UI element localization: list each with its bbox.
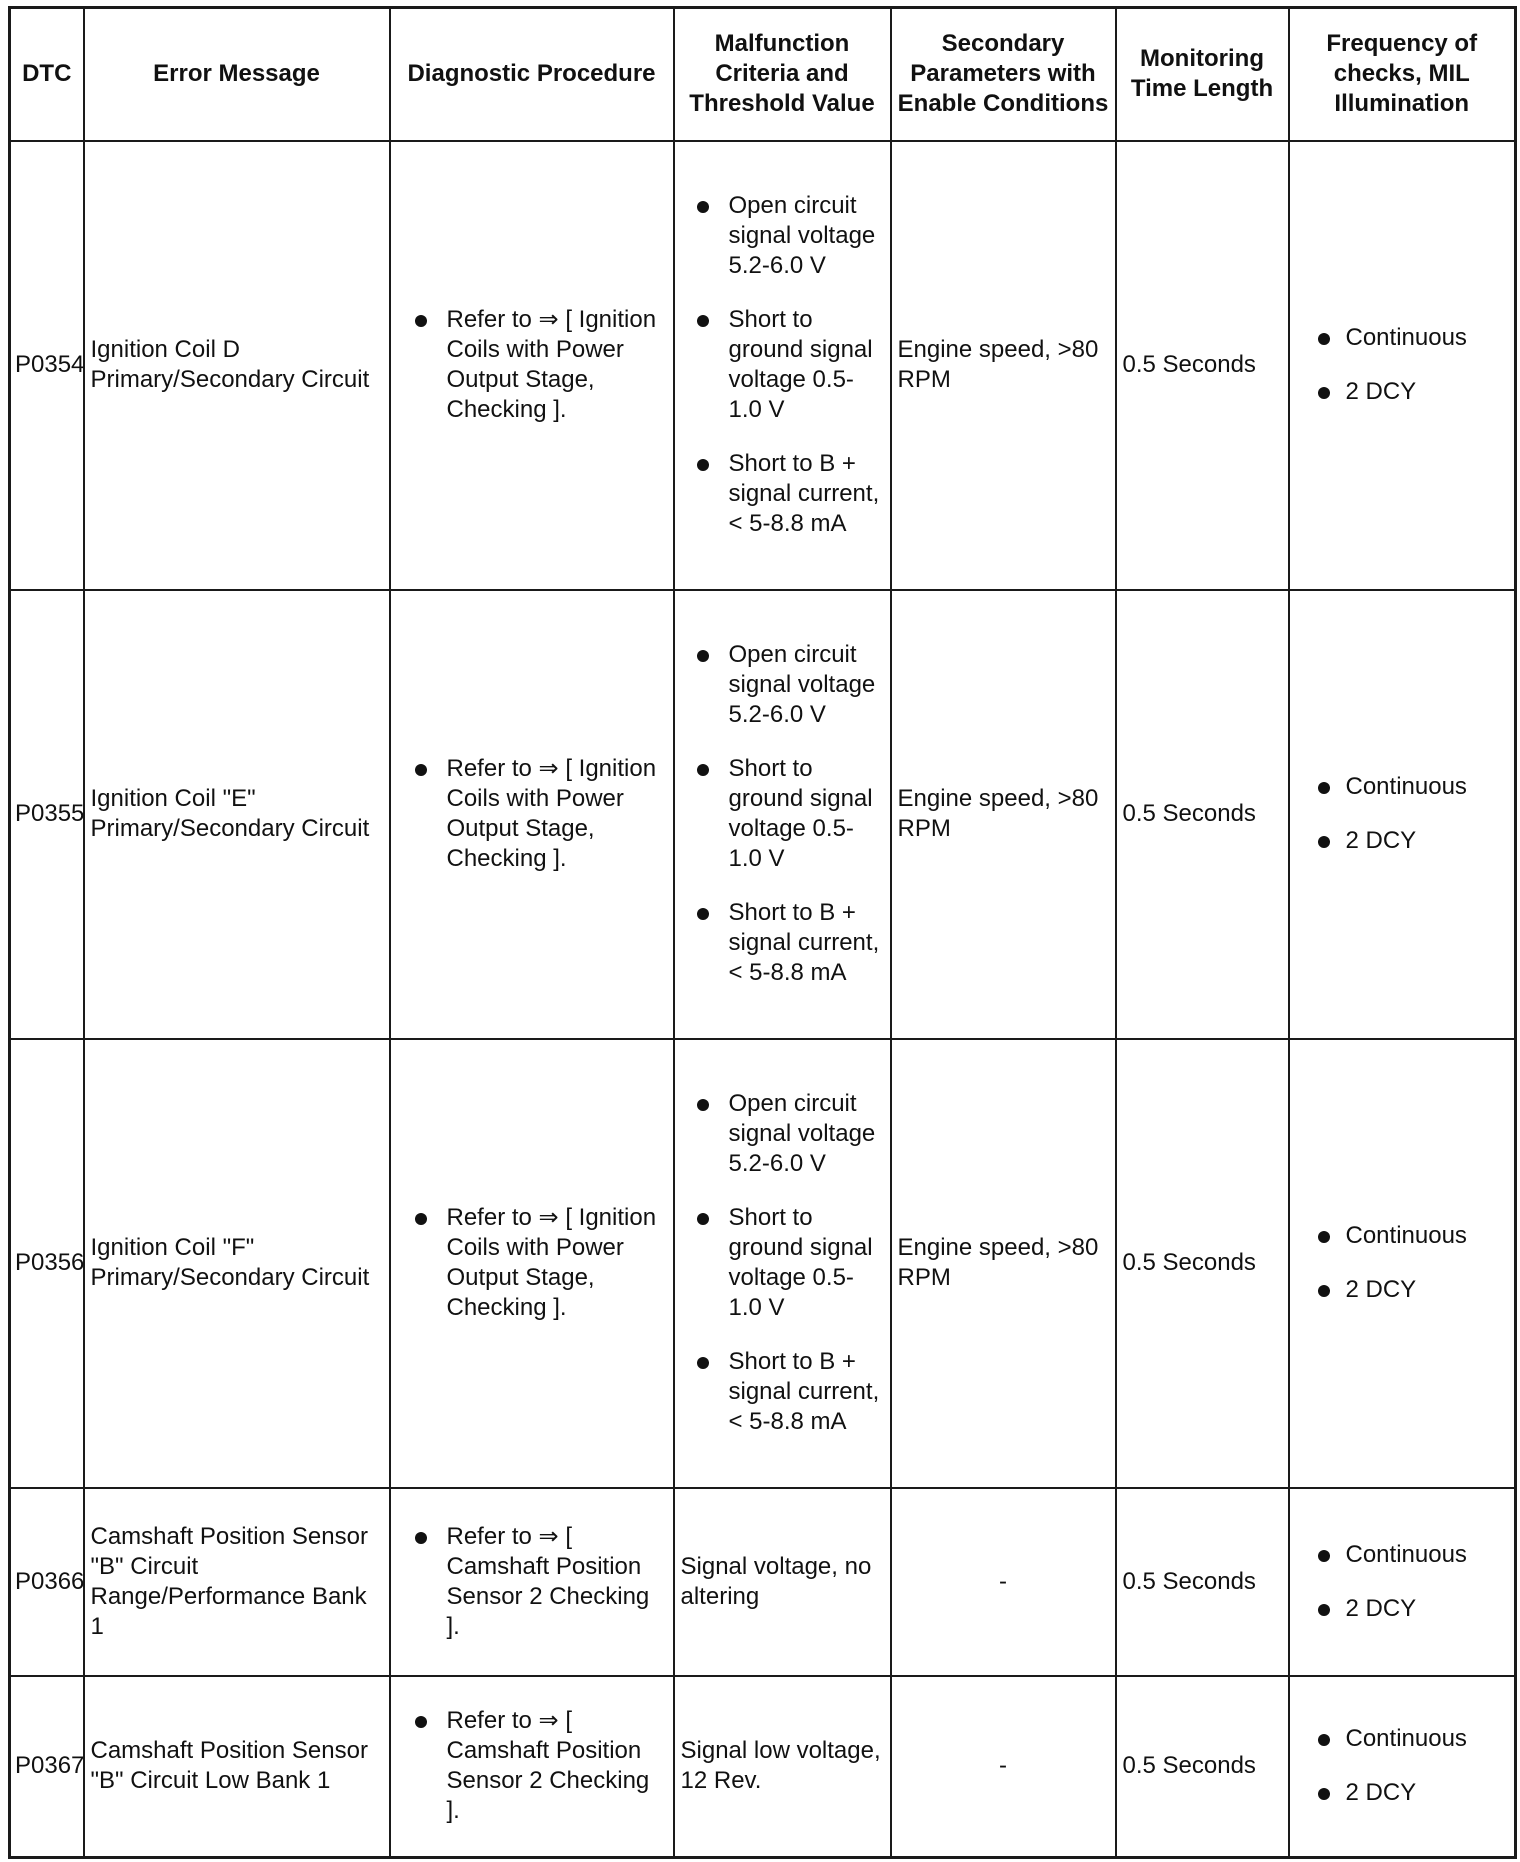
header-frequency: Frequency of checks, MIL Illumination — [1289, 8, 1516, 141]
frequency — [1289, 1039, 1516, 1488]
secondary-parameters: Engine speed, >80 RPM — [891, 141, 1116, 590]
diagnostic-procedure — [390, 1039, 674, 1488]
procedure-item: Refer to ⇒ [ Ignition Coils with Power Output Stage, Checking ]. — [409, 1203, 667, 1323]
procedure-item: Refer to ⇒ [ Camshaft Position Sensor 2 Checking ]. — [409, 1706, 667, 1826]
criteria-item: Short to B + signal current, < 5-8.8 mA — [691, 898, 886, 988]
header-secondary-parameters: Secondary Parameters with Enable Conditions — [891, 8, 1116, 141]
procedure-item: Refer to ⇒ [ Camshaft Position Sensor 2 Checking ]. — [409, 1522, 667, 1642]
table-row — [10, 1039, 1516, 1488]
error-message: Ignition Coil "E" Primary/Secondary Circuit — [84, 590, 390, 1039]
frequency-item: Continuous — [1300, 323, 1509, 353]
error-message: Camshaft Position Sensor "B" Circuit Range/Performance Bank 1 — [84, 1488, 390, 1676]
malfunction-criteria — [674, 141, 891, 590]
dtc-code: P0366 — [10, 1488, 84, 1676]
secondary-parameters: - — [891, 1676, 1116, 1858]
frequency-item: Continuous — [1300, 1724, 1509, 1754]
malfunction-criteria — [674, 1039, 891, 1488]
monitoring-time: 0.5 Seconds — [1116, 1676, 1289, 1858]
frequency-item: 2 DCY — [1300, 826, 1509, 856]
secondary-parameters: - — [891, 1488, 1116, 1676]
header-dtc: DTC — [10, 8, 84, 141]
frequency — [1289, 590, 1516, 1039]
frequency-item: 2 DCY — [1300, 1594, 1509, 1624]
table-row — [10, 1488, 1516, 1676]
header-malfunction-criteria: Malfunction Criteria and Threshold Value — [674, 8, 891, 141]
dtc-table — [8, 6, 1517, 1859]
criteria-item: Short to ground signal voltage 0.5-1.0 V — [691, 1203, 886, 1323]
procedure-item: Refer to ⇒ [ Ignition Coils with Power Output Stage, Checking ]. — [409, 305, 667, 425]
dtc-code: P0355 — [10, 590, 84, 1039]
frequency-item: 2 DCY — [1300, 377, 1509, 407]
frequency-item: 2 DCY — [1300, 1778, 1509, 1808]
criteria-item: Open circuit signal voltage 5.2-6.0 V — [691, 191, 886, 281]
frequency — [1289, 141, 1516, 590]
diagnostic-procedure — [390, 141, 674, 590]
header-monitoring-time: Monitoring Time Length — [1116, 8, 1289, 141]
table-row — [10, 590, 1516, 1039]
criteria-item: Open circuit signal voltage 5.2-6.0 V — [691, 640, 886, 730]
secondary-parameters: Engine speed, >80 RPM — [891, 1039, 1116, 1488]
frequency — [1289, 1488, 1516, 1676]
criteria-item: Short to B + signal current, < 5-8.8 mA — [691, 1347, 886, 1437]
criteria-item: Short to ground signal voltage 0.5-1.0 V — [691, 754, 886, 874]
criteria-item: Open circuit signal voltage 5.2-6.0 V — [691, 1089, 886, 1179]
procedure-item: Refer to ⇒ [ Ignition Coils with Power Output Stage, Checking ]. — [409, 754, 667, 874]
monitoring-time: 0.5 Seconds — [1116, 141, 1289, 590]
diagnostic-procedure — [390, 1676, 674, 1858]
frequency-item: 2 DCY — [1300, 1275, 1509, 1305]
frequency-item: Continuous — [1300, 1540, 1509, 1570]
error-message: Ignition Coil "F" Primary/Secondary Circuit — [84, 1039, 390, 1488]
header-error-message: Error Message — [84, 8, 390, 141]
monitoring-time: 0.5 Seconds — [1116, 1488, 1289, 1676]
dtc-code: P0354 — [10, 141, 84, 590]
criteria-item: Short to B + signal current, < 5-8.8 mA — [691, 449, 886, 539]
diagnostic-procedure — [390, 1488, 674, 1676]
malfunction-criteria — [674, 590, 891, 1039]
malfunction-criteria: Signal low voltage, 12 Rev. — [674, 1676, 891, 1858]
error-message: Ignition Coil D Primary/Secondary Circuit — [84, 141, 390, 590]
monitoring-time: 0.5 Seconds — [1116, 590, 1289, 1039]
diagnostic-procedure — [390, 590, 674, 1039]
malfunction-criteria: Signal voltage, no altering — [674, 1488, 891, 1676]
secondary-parameters: Engine speed, >80 RPM — [891, 590, 1116, 1039]
frequency-item: Continuous — [1300, 1221, 1509, 1251]
dtc-code: P0356 — [10, 1039, 84, 1488]
dtc-code: P0367 — [10, 1676, 84, 1858]
header-diagnostic-procedure: Diagnostic Procedure — [390, 8, 674, 141]
criteria-item: Short to ground signal voltage 0.5-1.0 V — [691, 305, 886, 425]
monitoring-time: 0.5 Seconds — [1116, 1039, 1289, 1488]
header-row — [10, 8, 1516, 141]
frequency-item: Continuous — [1300, 772, 1509, 802]
table-row — [10, 1676, 1516, 1858]
frequency — [1289, 1676, 1516, 1858]
table-row — [10, 141, 1516, 590]
error-message: Camshaft Position Sensor "B" Circuit Low Bank 1 — [84, 1676, 390, 1858]
